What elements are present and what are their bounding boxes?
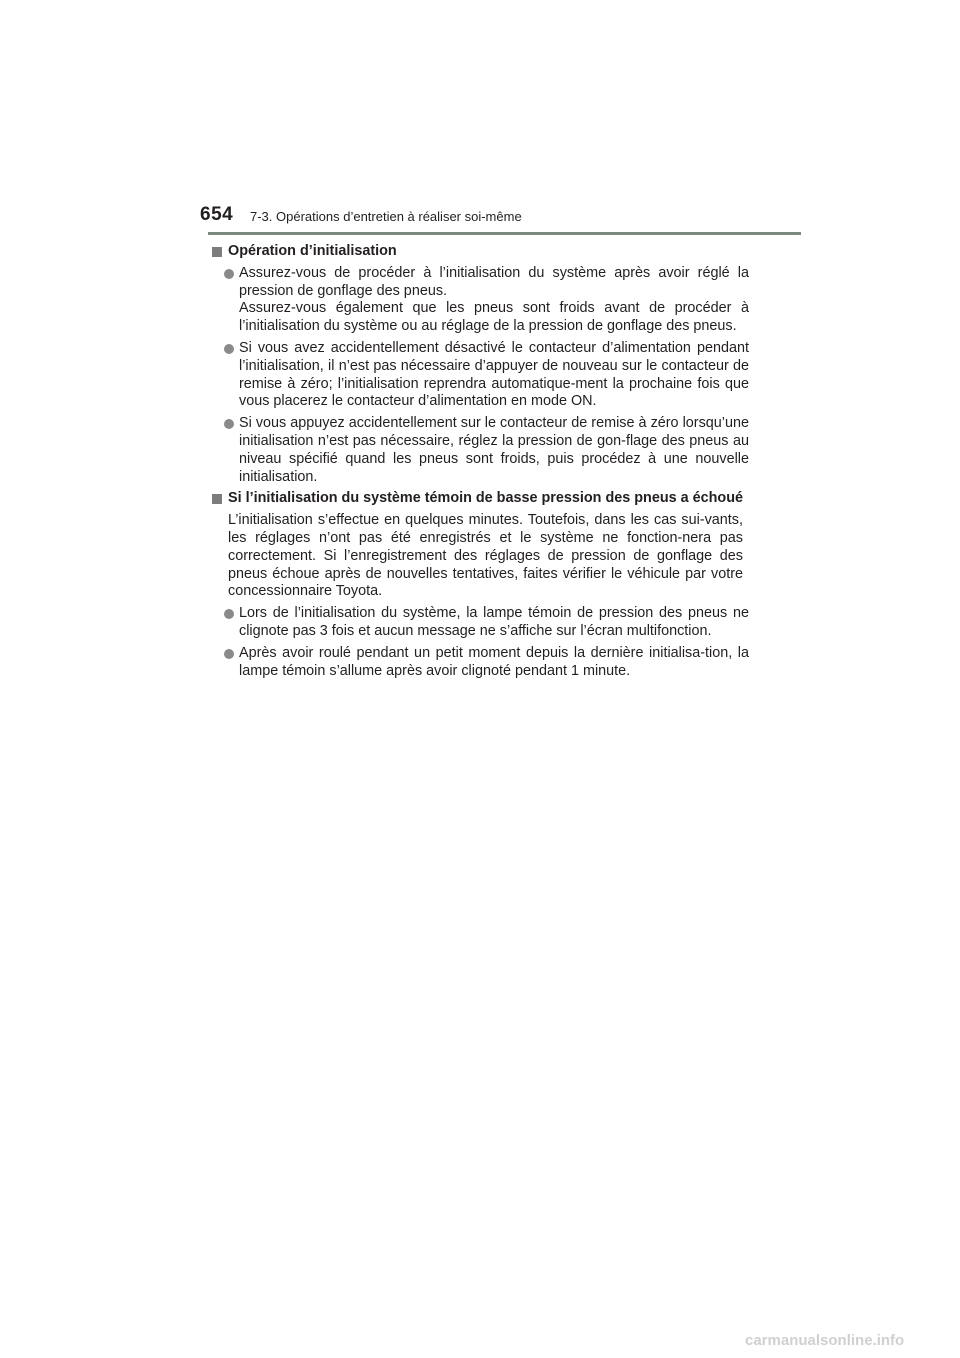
- list-item: [211, 340, 749, 411]
- bullet-paragraph: Assurez-vous également que les pneus sont froids avant de procéder à l’initialisation du système ou au réglage de la pression de gonflage des pneus.: [239, 300, 749, 335]
- round-bullet-icon: [224, 419, 234, 429]
- watermark: carmanualsonline.info: [745, 1332, 905, 1349]
- heading-text: Opération d’initialisation: [228, 243, 397, 259]
- round-bullet-icon: [224, 649, 234, 659]
- page-content: [211, 243, 749, 684]
- section-heading: [211, 490, 749, 508]
- body-paragraph: L’initialisation s’effectue en quelques minutes. Toutefois, dans les cas sui-vants, les réglages n’ont pas été enregistrés et le système ne fonction-nera pas correctement. Si l’enregistrement des réglages de pression de gonflage des pneus échoue après de nouvelles tentatives, faites vérifier le véhicule par votre concessionnaire Toyota.: [228, 512, 743, 600]
- round-bullet-icon: [224, 344, 234, 354]
- bullet-paragraph: Si vous appuyez accidentellement sur le contacteur de remise à zéro lorsqu’une initialisation n’est pas nécessaire, réglez la pression de gon-flage des pneus au niveau spécifié quand les pneus sont froids, puis procédez à une nouvelle initialisation.: [239, 415, 749, 485]
- heading-text: Si l’initialisation du système témoin de basse pression des pneus a échoué: [228, 490, 744, 507]
- list-item: [211, 645, 749, 681]
- round-bullet-icon: [224, 269, 234, 279]
- bullet-paragraph: Lors de l’initialisation du système, la lampe témoin de pression des pneus ne clignote pas 3 fois et aucun message ne s’affiche sur l’écran multifonction.: [239, 605, 749, 639]
- bullet-paragraph: Assurez-vous de procéder à l’initialisation du système après avoir réglé la pression de gonflage des pneus.: [239, 264, 749, 299]
- list-item: [211, 265, 749, 336]
- round-bullet-icon: [224, 609, 234, 619]
- square-bullet-icon: [212, 494, 222, 504]
- header-divider: [208, 232, 801, 235]
- square-bullet-icon: [212, 247, 222, 257]
- list-item: [211, 605, 749, 641]
- bullet-paragraph: Après avoir roulé pendant un petit moment depuis la dernière initialisa-tion, la lampe témoin s’allume après avoir clignoté pendant 1 minute.: [239, 644, 749, 679]
- list-item: [211, 415, 749, 486]
- section-title: 7-3. Opérations d’entretien à réaliser soi-même: [250, 209, 522, 224]
- page-number: 654: [200, 204, 234, 225]
- section-heading: [211, 243, 749, 261]
- bullet-paragraph: Si vous avez accidentellement désactivé le contacteur d’alimentation pendant l’initialisation, il n’est pas nécessaire d’appuyer de nouveau sur le contacteur de remise à zéro; l’initialisation reprendra automatique-ment la prochaine fois que vous placerez le contacteur d’alimentation en mode ON.: [239, 339, 749, 410]
